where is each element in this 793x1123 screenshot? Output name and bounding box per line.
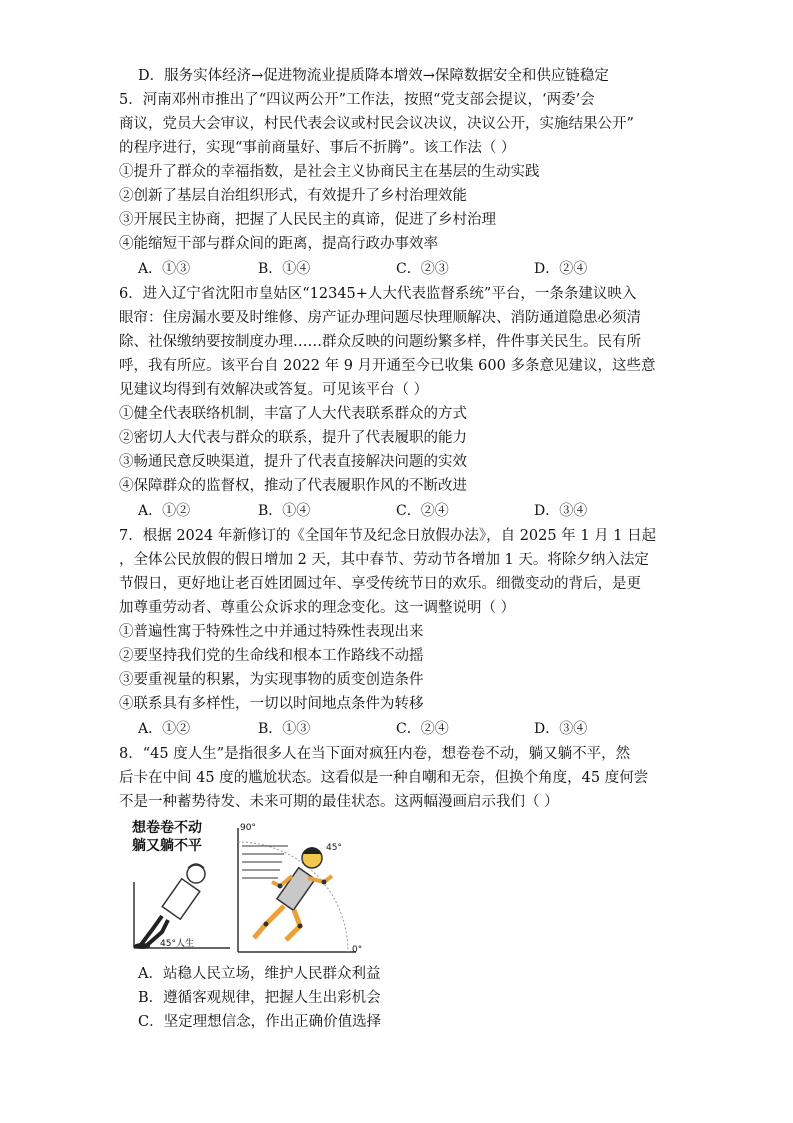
q7-statement: ①普遍性寓于特殊性之中并通过特殊性表现出来 bbox=[119, 624, 424, 640]
q5-option-b[interactable]: B．①④ bbox=[258, 261, 311, 277]
q7-option-a[interactable]: A．①② bbox=[138, 721, 191, 737]
q5-statement: ②创新了基层自治组织形式，有效提升了乡村治理效能 bbox=[119, 188, 467, 204]
q6-stem-line: 呼，我有所应。该平台自 2022 年 9 月开通至今已收集 600 多条意见建议，这些意 bbox=[119, 358, 656, 374]
running-person-icon bbox=[254, 847, 332, 940]
q6-statement: ③畅通民意反映渠道，提升了代表直接解决问题的实效 bbox=[119, 454, 467, 470]
q6-statement: ①健全代表联络机制，丰富了人大代表联系群众的方式 bbox=[119, 406, 467, 422]
cartoon-label-45: 45° bbox=[326, 843, 342, 853]
q5-stem-line: 5．河南邓州市推出了“四议两公开”工作法，按照“党支部会提议，‘两委’会 bbox=[119, 92, 595, 108]
q8-option-c[interactable]: C．坚定理想信念，作出正确价值选择 bbox=[138, 1014, 382, 1030]
cartoon-label-0: 0° bbox=[352, 945, 363, 955]
q6-option-b[interactable]: B．①④ bbox=[258, 503, 311, 519]
q7-stem-line: 7．根据 2024 年新修订的《全国年节及纪念日放假办法》，自 2025 年 1 月 1 日起 bbox=[119, 528, 657, 544]
cartoon-45-degree-life bbox=[122, 816, 234, 956]
q7-statement: ④联系具有多样性，一切以时间地点条件为转移 bbox=[119, 696, 424, 712]
q5-option-d[interactable]: D．②④ bbox=[534, 261, 588, 277]
q6-statement: ④保障群众的监督权，推动了代表履职作风的不断改进 bbox=[119, 478, 467, 494]
cartoon-runner-45-degrees bbox=[234, 818, 368, 958]
q7-stem-line: 加尊重劳动者、尊重公众诉求的理念变化。这一调整说明（ ） bbox=[119, 600, 516, 616]
q5-statement: ③开展民主协商，把握了人民民主的真谛，促进了乡村治理 bbox=[119, 212, 496, 228]
cartoon-label-90: 90° bbox=[240, 823, 256, 833]
q5-option-c[interactable]: C．②③ bbox=[396, 261, 449, 277]
q8-option-b[interactable]: B．遵循客观规律，把握人生出彩机会 bbox=[138, 990, 381, 1006]
q7-stem-line: 节假日，更好地让老百姓团圆过年、享受传统节日的欢乐。细微变动的背后，是更 bbox=[119, 576, 641, 592]
q6-option-c[interactable]: C．②④ bbox=[396, 503, 449, 519]
q5-stem-line: 的程序进行，实现“事前商量好、事后不折腾”。该工作法（ ） bbox=[119, 140, 516, 156]
q5-stem-line: 商议，党员大会审议，村民代表会议或村民会议决议，决议公开，实施结果公开” bbox=[119, 116, 634, 132]
q7-option-b[interactable]: B．①③ bbox=[258, 721, 311, 737]
q6-stem-line: 6．进入辽宁省沈阳市皇姑区“12345+人大代表监督系统”平台，一条条建议映入 bbox=[119, 286, 637, 302]
q8-stem-line: 后卡在中间 45 度的尴尬状态。这看似是一种自嘲和无奈，但换个角度，45 度何尝 bbox=[119, 770, 649, 786]
q8-stem-line: 不是一种蓄势待发、未来可期的最佳状态。这两幅漫画启示我们（ ） bbox=[119, 794, 559, 810]
cartoon-left-label: 45°人生 bbox=[160, 939, 194, 949]
q8-option-a[interactable]: A．站稳人民立场，维护人民群众利益 bbox=[138, 966, 381, 982]
q6-option-a[interactable]: A．①② bbox=[138, 503, 191, 519]
q7-option-c[interactable]: C．②④ bbox=[396, 721, 449, 737]
q4-option-d: D．服务实体经济→促进物流业提质降本增效→保障数据安全和供应链稳定 bbox=[138, 68, 609, 84]
q6-stem-line: 除、社保缴纳要按制度办理……群众反映的问题纷繁多样，件件事关民生。民有所 bbox=[119, 334, 641, 350]
q7-stem-line: ，全体公民放假的假日增加 2 天，其中春节、劳动节各增加 1 天。将除夕纳入法定 bbox=[119, 552, 649, 568]
reclining-person-icon bbox=[134, 864, 205, 949]
q6-stem-line: 眼帘：住房漏水要及时维修、房产证办理问题尽快理顺解决、消防通道隐患必须清 bbox=[119, 310, 641, 326]
q5-statement: ①提升了群众的幸福指数，是社会主义协商民主在基层的生动实践 bbox=[119, 164, 540, 180]
q5-statement: ④能缩短干部与群众间的距离，提高行政办事效率 bbox=[119, 236, 438, 252]
q6-stem-line: 见建议均得到有效解决或答复。可见该平台（ ） bbox=[119, 382, 429, 398]
q7-statement: ③要重视量的积累，为实现事物的质变创造条件 bbox=[119, 672, 424, 688]
q6-option-d[interactable]: D．③④ bbox=[534, 503, 588, 519]
q7-statement: ②要坚持我们党的生命线和根本工作路线不动摇 bbox=[119, 648, 424, 664]
q8-stem-line: 8．“45 度人生”是指很多人在当下面对疯狂内卷，想卷卷不动，躺又躺不平，然 bbox=[119, 746, 631, 762]
cartoon-caption-line2: 躺又躺不平 bbox=[132, 838, 202, 854]
q7-option-d[interactable]: D．③④ bbox=[534, 721, 588, 737]
cartoon-caption-line1: 想卷卷不动 bbox=[132, 820, 202, 836]
q6-statement: ②密切人大代表与群众的联系，提升了代表履职的能力 bbox=[119, 430, 467, 446]
q5-option-a[interactable]: A．①③ bbox=[138, 261, 191, 277]
